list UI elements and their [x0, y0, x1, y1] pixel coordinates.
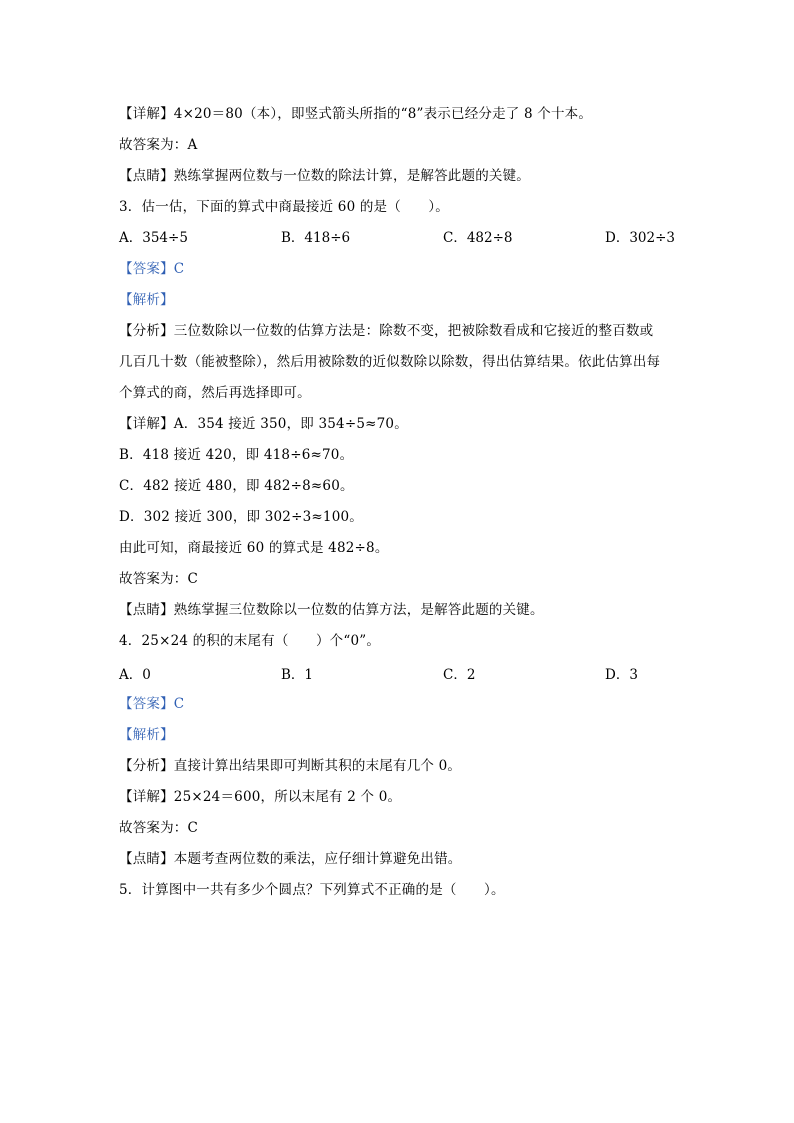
q4-answer-label: 【答案】C: [119, 696, 185, 712]
q3-answer-label: 【答案】C: [119, 261, 185, 277]
q3-question: 3．估一估，下面的算式中商最接近 60 的是（ ）。: [119, 199, 449, 215]
q4-analysis-label: 【解析】: [119, 727, 174, 743]
q2-answer-line: 故答案为：A: [119, 137, 198, 153]
q4-detail-line: 【详解】25×24＝600，所以末尾有 2 个 0。: [119, 789, 402, 805]
q3-detail-a: 【详解】A．354 接近 350，即 354÷5≈70。: [119, 416, 408, 432]
q4-option-b: B．1: [281, 667, 314, 683]
q3-conclusion: 由此可知，商最接近 60 的算式是 482÷8。: [119, 540, 389, 556]
q5-question: 5．计算图中一共有多少个圆点？下列算式不正确的是（ ）。: [119, 882, 505, 898]
q2-comment-line: 【点睛】熟练掌握两位数与一位数的除法计算，是解答此题的关键。: [119, 168, 530, 184]
q4-comment-line: 【点睛】本题考查两位数的乘法，应仔细计算避免出错。: [119, 851, 462, 867]
q4-option-c: C．2: [443, 667, 476, 683]
q3-option-c: C．482÷8: [443, 230, 513, 246]
q4-option-a: A．0: [119, 667, 151, 683]
q3-comment-line: 【点睛】熟练掌握三位数除以一位数的估算方法，是解答此题的关键。: [119, 602, 544, 618]
q4-answer-line: 故答案为：C: [119, 820, 199, 836]
q3-option-d: D．302÷3: [605, 230, 675, 246]
q3-option-a: A．354÷5: [119, 230, 188, 246]
q2-detail-line: 【详解】4×20＝80（本），即竖式箭头所指的“8”表示已经分走了 8 个十本。: [119, 106, 593, 122]
q3-answer-line: 故答案为：C: [119, 571, 199, 587]
q3-analysis-label: 【解析】: [119, 292, 174, 308]
q3-detail-b: B．418 接近 420，即 418÷6≈70。: [119, 447, 354, 463]
q3-detail-d: D．302 接近 300，即 302÷3≈100。: [119, 509, 363, 525]
q4-question: 4．25×24 的积的末尾有（ ）个“0”。: [119, 633, 381, 649]
q3-option-b: B．418÷6: [281, 230, 351, 246]
q3-detail-c: C．482 接近 480，即 482÷8≈60。: [119, 478, 354, 494]
q4-analysis-line: 【分析】直接计算出结果即可判断其积的末尾有几个 0。: [119, 758, 462, 774]
q3-analysis-line-3: 个算式的商，然后再选择即可。: [119, 385, 311, 401]
q4-option-d: D．3: [605, 667, 638, 683]
q3-analysis-line-2: 几百几十数（能被整除），然后用被除数的近似数除以除数，得出估算结果。依此估算出每: [119, 354, 661, 370]
q3-analysis-line-1: 【分析】三位数除以一位数的估算方法是：除数不变，把被除数看成和它接近的整百数或: [119, 323, 654, 339]
